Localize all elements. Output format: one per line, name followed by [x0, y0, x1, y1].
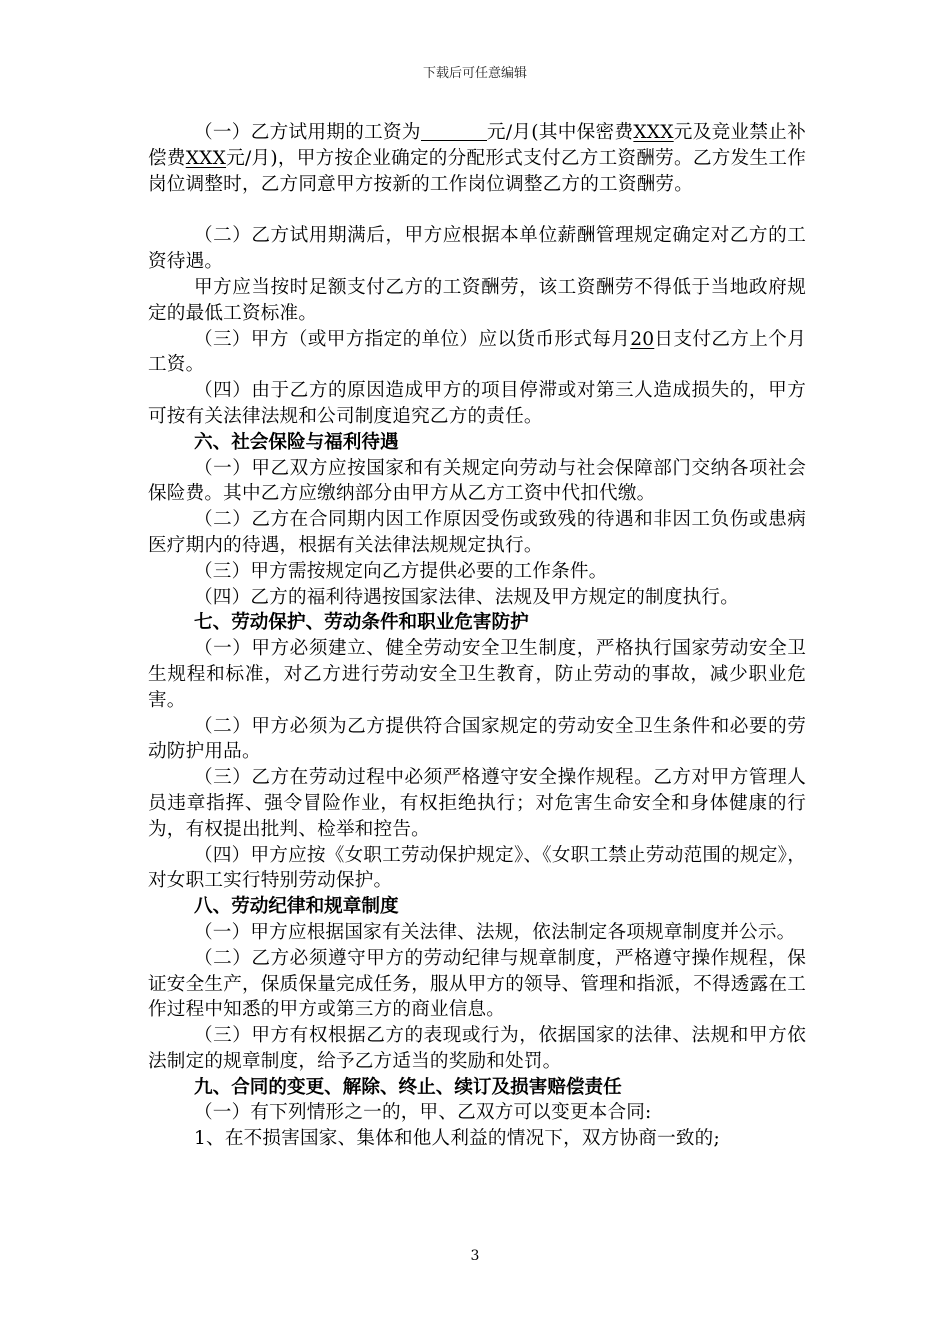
- paragraph: （一）甲乙双方应按国家和有关规定向劳动与社会保障部门交纳各项社会保险费。其中乙方应缴纳部分由甲方从乙方工资中代扣代缴。: [148, 457, 806, 505]
- text-run: 日支付乙方上个月工资。: [148, 328, 806, 376]
- paragraph-pay-day: [148, 327, 806, 379]
- paragraph: （一）甲方必须建立、健全劳动安全卫生制度，严格执行国家劳动安全卫生规程和标准，对乙方进行劳动安全卫生教育，防止劳动的事故，减少职业危害。: [148, 638, 806, 711]
- section-heading: 八、劳动纪律和规章制度: [194, 896, 399, 918]
- paragraph-gap: [148, 197, 806, 223]
- text-run: 元/月(其中保密费: [486, 122, 634, 143]
- underlined-value: 20: [630, 328, 655, 350]
- text-run: 元/月)，甲方按企业确定的分配形式支付乙方工资酬劳。乙方发生工作岗位调整时，乙方同意甲方按新的工作岗位调整乙方的工资酬劳。: [148, 147, 806, 195]
- underlined-value: XXX: [633, 122, 674, 143]
- underlined-value: XXX: [185, 147, 227, 169]
- paragraph: （四）甲方应按《女职工劳动保护规定》、《女职工禁止劳动范围的规定》，对女职工实行特别劳动保护。: [148, 844, 806, 892]
- blank-field: [421, 122, 487, 141]
- paragraph: （三）甲方有权根据乙方的表现或行为，依据国家的法律、法规和甲方依法制定的规章制度，给予乙方适当的奖励和处罚。: [148, 1025, 806, 1072]
- section-heading: 六、社会保险与福利待遇: [194, 431, 399, 453]
- paragraph: （一）有下列情形之一的，甲、乙双方可以变更本合同:: [194, 1102, 652, 1124]
- paragraph: 1、在不损害国家、集体和他人利益的情况下，双方协商一致的;: [194, 1128, 720, 1150]
- page-header: 下载后可任意编辑: [422, 66, 527, 81]
- text-run: （一）乙方试用期的工资为: [194, 122, 421, 143]
- paragraph: （一）甲方应根据国家有关法律、法规，依法制定各项规章制度并公示。: [194, 921, 796, 943]
- text-run: 元及竞业禁止补偿费: [148, 122, 806, 169]
- paragraph-salary-probation: [148, 120, 806, 197]
- paragraph: （四）乙方的福利待遇按国家法律、法规及甲方规定的制度执行。: [194, 586, 740, 608]
- section-heading: 七、劳动保护、劳动条件和职业危害防护: [194, 612, 529, 634]
- page-number: 3: [470, 1248, 480, 1264]
- text-run: （三）甲方（或甲方指定的单位）应以货币形式每月: [194, 328, 631, 350]
- paragraph: （四）由于乙方的原因造成甲方的项目停滞或对第三人造成损失的，甲方可按有关法律法规和公司制度追究乙方的责任。: [148, 380, 806, 427]
- paragraph: （二）乙方必须遵守甲方的劳动纪律与规章制度，严格遵守操作规程，保证安全生产，保质保量完成任务，服从甲方的领导、管理和指派，不得透露在工作过程中知悉的甲方或第三方的商业信息。: [148, 947, 806, 1021]
- paragraph: （二）甲方必须为乙方提供符合国家规定的劳动安全卫生条件和必要的劳动防护用品。: [148, 715, 806, 763]
- paragraph: （三）甲方需按规定向乙方提供必要的工作条件。: [194, 560, 608, 582]
- document-body: [148, 120, 806, 1152]
- paragraph: （二）乙方在合同期内因工作原因受伤或致残的待遇和非因工负伤或患病医疗期内的待遇，根据有关法律法规规定执行。: [148, 509, 806, 556]
- paragraph: 甲方应当按时足额支付乙方的工资酬劳，该工资酬劳不得低于当地政府规定的最低工资标准。: [148, 276, 806, 324]
- section-heading: 九、合同的变更、解除、终止、续订及损害赔偿责任: [194, 1076, 622, 1098]
- paragraph: （二）乙方试用期满后，甲方应根据本单位薪酬管理规定确定对乙方的工资待遇。: [148, 225, 806, 273]
- paragraph: （三）乙方在劳动过程中必须严格遵守安全操作规程。乙方对甲方管理人员违章指挥、强令冒险作业，有权拒绝执行；对危害生命安全和身体健康的行为，有权提出批判、检举和控告。: [148, 767, 806, 840]
